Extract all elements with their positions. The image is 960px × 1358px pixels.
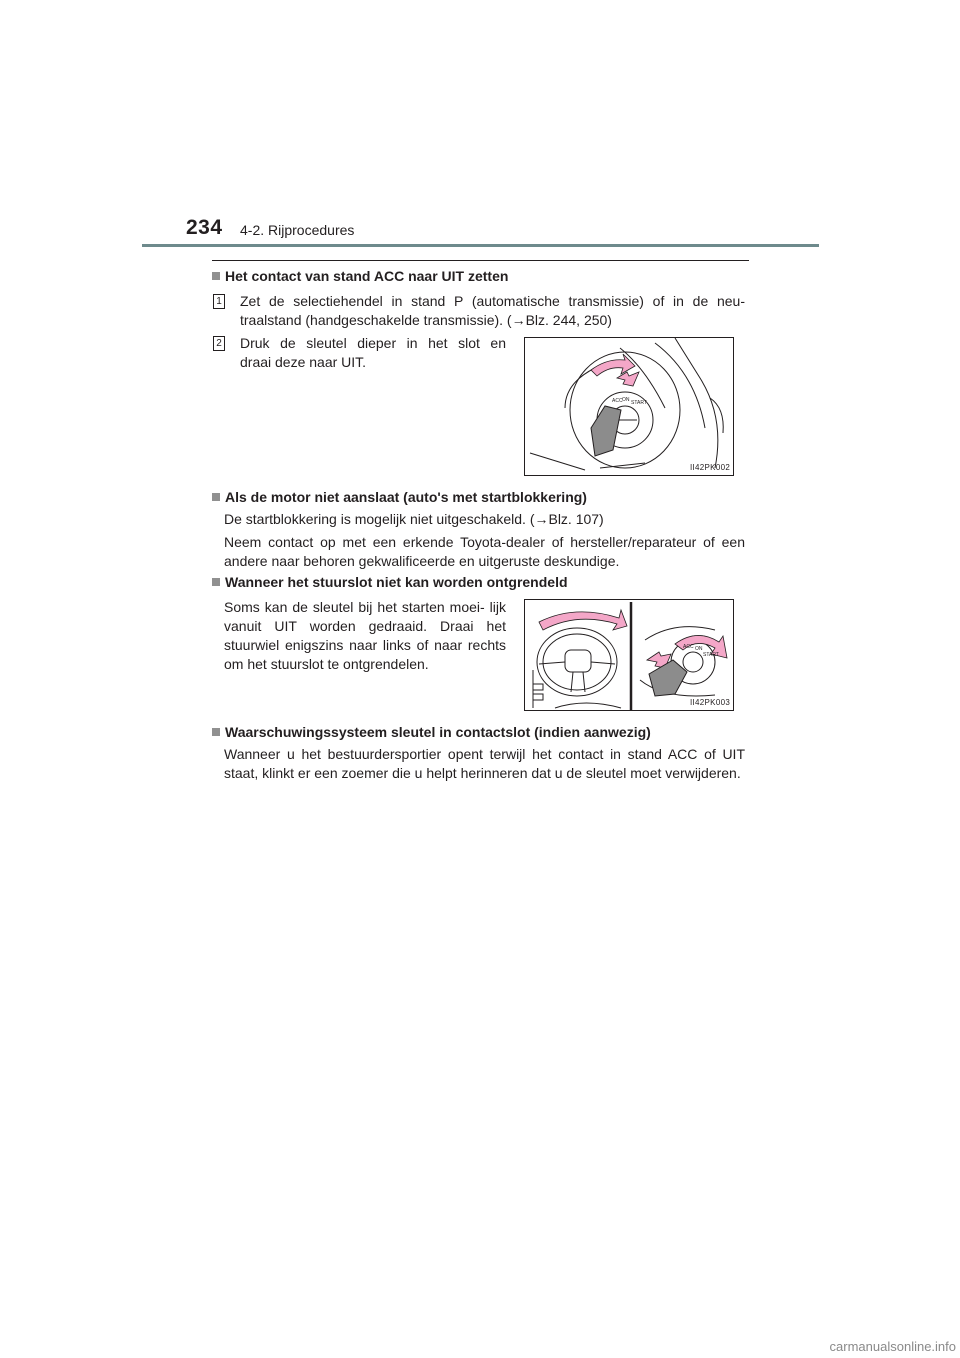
- header-rule: [142, 244, 819, 247]
- svg-text:ON: ON: [622, 397, 630, 403]
- paragraph-contact-dealer: Neem contact op met een erkende Toyota-dealer of hersteller/reparateur of een andere naar behoren gekwalificeerde en uitgeruste deskundige.: [224, 534, 745, 569]
- figure-code: II42PK003: [690, 698, 731, 707]
- paragraph-key-reminder: Wanneer u het bestuurdersportier opent terwijl het contact in stand ACC of UIT staat, klinkt er een zoemer die u helpt herinneren dat u de sleutel moet verwijderen.: [224, 746, 745, 781]
- figure-ignition-key-turn: [524, 337, 734, 476]
- content-top-rule: [212, 260, 749, 261]
- svg-text:START: START: [703, 652, 719, 658]
- steering-wheel-illustration: [525, 600, 733, 710]
- heading-square-icon: [212, 728, 220, 736]
- key-icon: [649, 660, 687, 696]
- svg-text:ON: ON: [695, 646, 703, 652]
- svg-text:ACC: ACC: [612, 398, 623, 404]
- push-arrow-icon: [617, 372, 639, 386]
- heading-steering-lock: Wanneer het stuurslot niet kan worden ontgrendeld: [212, 574, 568, 590]
- step-2-text: Druk de sleutel dieper in het slot en draai deze naar UIT.: [240, 335, 506, 370]
- step-number-2: 2: [213, 336, 225, 351]
- section-title: 4-2. Rijprocedures: [240, 222, 355, 238]
- heading-square-icon: [212, 272, 220, 280]
- rotate-arrow-icon: [591, 354, 635, 376]
- svg-text:ACC: ACC: [683, 644, 694, 650]
- step-number-1: 1: [213, 294, 225, 309]
- step-1-text: Zet de selectiehendel in stand P (automatische transmissie) of in de neu- traalstand (handgeschakelde transmissie). (→Blz. 244, 250): [240, 293, 745, 328]
- watermark: carmanualsonline.info: [829, 1339, 956, 1354]
- figure-code: II42PK002: [690, 463, 731, 472]
- paragraph-immobilizer: De startblokkering is mogelijk niet uitgeschakeld. (→Blz. 107): [224, 511, 604, 527]
- svg-text:START: START: [631, 400, 647, 406]
- ignition-key-illustration: [525, 338, 733, 475]
- figure-steering-wheel-unlock: [524, 599, 734, 711]
- heading-key-reminder: Waarschuwingssysteem sleutel in contactslot (indien aanwezig): [212, 724, 651, 740]
- heading-square-icon: [212, 578, 220, 586]
- paragraph-steering-lock: Soms kan de sleutel bij het starten moei- lijk vanuit UIT worden gedraaid. Draai het stuurwiel enigszins naar links of naar rechts om het stuurslot te ontgrendelen.: [224, 599, 506, 672]
- heading-square-icon: [212, 493, 220, 501]
- page-number: 234: [186, 216, 223, 239]
- heading-acc-to-off: Het contact van stand ACC naar UIT zetten: [212, 268, 508, 284]
- key-icon: [591, 406, 621, 456]
- heading-engine-not-start: Als de motor niet aanslaat (auto's met startblokkering): [212, 489, 587, 505]
- steering-rotate-arrow-icon: [539, 610, 627, 630]
